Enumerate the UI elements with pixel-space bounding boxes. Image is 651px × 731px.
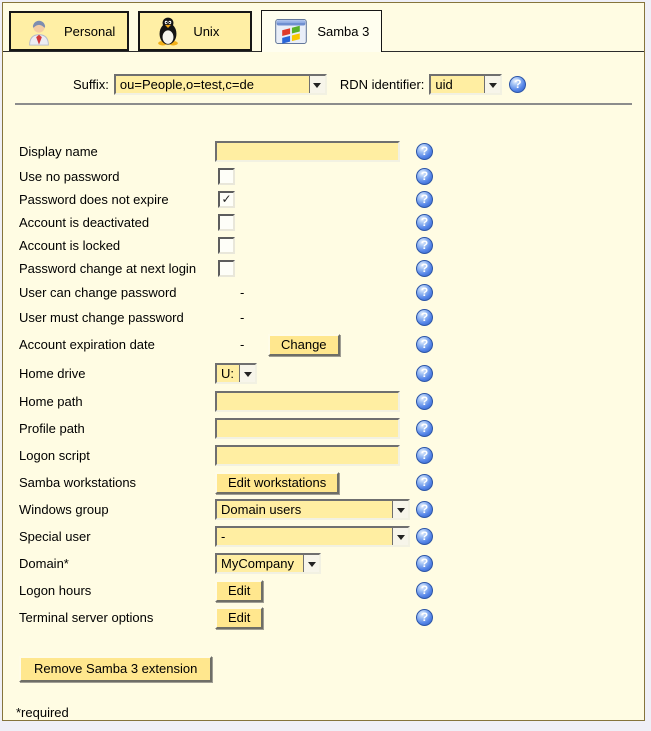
- password-change-at-next-login-checkbox[interactable]: [218, 260, 235, 277]
- dropdown-arrow-icon: [484, 76, 500, 93]
- windows-group-control: [215, 499, 416, 520]
- row-account-is-locked: [3, 234, 644, 257]
- dropdown-arrow-icon: [303, 555, 319, 572]
- account-is-locked-checkbox[interactable]: [218, 237, 235, 254]
- section-divider: [15, 103, 632, 105]
- help-icon[interactable]: [416, 237, 433, 254]
- special-user-control: [215, 526, 416, 547]
- row-profile-path: [3, 415, 644, 442]
- windows-icon: [274, 18, 308, 46]
- row-user-can-change-password: [3, 280, 644, 305]
- tab-label: Personal: [64, 23, 116, 39]
- row-logon-hours: [3, 577, 644, 604]
- row-password-change-at-next-login: [3, 257, 644, 280]
- password-change-at-next-login-label: Password change at next login: [19, 261, 197, 276]
- samba-workstations-button[interactable]: Edit workstations: [215, 472, 339, 494]
- help-icon[interactable]: [416, 528, 433, 545]
- dropdown-arrow-icon: [392, 501, 408, 518]
- help-icon[interactable]: [416, 365, 433, 382]
- person-icon: [23, 15, 55, 47]
- password-change-at-next-login-control: [215, 260, 416, 277]
- samba-settings-form: [3, 138, 644, 631]
- account-is-locked-label: Account is locked: [19, 238, 121, 253]
- dropdown-arrow-icon: [309, 76, 325, 93]
- account-is-deactivated-label: Account is deactivated: [19, 215, 150, 230]
- row-domain: [3, 550, 644, 577]
- user-can-change-password-value: -: [240, 285, 245, 300]
- home-path-input[interactable]: [215, 391, 400, 412]
- home-path-control: [215, 391, 416, 412]
- help-icon[interactable]: [416, 168, 433, 185]
- account-expiration-date-label: Account expiration date: [19, 337, 155, 352]
- home-drive-select-value: U:: [221, 366, 234, 381]
- tab-bar: [3, 3, 644, 52]
- use-no-password-label: Use no password: [19, 169, 120, 184]
- row-password-does-not-expire: [3, 188, 644, 211]
- help-icon[interactable]: [416, 309, 433, 326]
- tab-label: Unix: [193, 23, 220, 39]
- use-no-password-control: [215, 168, 416, 185]
- password-does-not-expire-label: Password does not expire: [19, 192, 169, 207]
- home-drive-control: [215, 363, 416, 384]
- user-must-change-password-value: -: [240, 310, 245, 325]
- tab-samba-3[interactable]: [261, 10, 382, 52]
- row-home-drive: [3, 359, 644, 388]
- account-is-deactivated-checkbox[interactable]: [218, 214, 235, 231]
- suffix-bar: [73, 74, 644, 95]
- help-icon[interactable]: [416, 214, 433, 231]
- user-can-change-password-label: User can change password: [19, 285, 177, 300]
- row-user-must-change-password: [3, 305, 644, 330]
- row-account-is-deactivated: [3, 211, 644, 234]
- help-icon[interactable]: [416, 474, 433, 491]
- help-icon[interactable]: [416, 143, 433, 160]
- row-special-user: [3, 523, 644, 550]
- logon-hours-control: [215, 580, 416, 602]
- profile-path-input[interactable]: [215, 418, 400, 439]
- user-can-change-password-control: [215, 285, 416, 300]
- help-icon[interactable]: [416, 284, 433, 301]
- rdn-select-value: uid: [435, 77, 453, 92]
- domain-label: Domain*: [19, 556, 69, 571]
- terminal-server-options-label: Terminal server options: [19, 610, 154, 625]
- account-is-locked-control: [215, 237, 416, 254]
- home-drive-label: Home drive: [19, 366, 86, 381]
- help-icon[interactable]: [509, 76, 526, 93]
- row-use-no-password: [3, 165, 644, 188]
- special-user-select-value: -: [221, 529, 226, 544]
- row-home-path: [3, 388, 644, 415]
- user-must-change-password-label: User must change password: [19, 310, 184, 325]
- samba-workstations-control: [215, 472, 416, 494]
- tux-icon: [152, 15, 184, 47]
- special-user-label: Special user: [19, 529, 91, 544]
- logon-hours-button[interactable]: Edit: [215, 580, 263, 602]
- dropdown-arrow-icon: [239, 365, 255, 382]
- home-drive-select[interactable]: [215, 363, 257, 384]
- help-icon[interactable]: [416, 447, 433, 464]
- logon-hours-label: Logon hours: [19, 583, 92, 598]
- help-icon[interactable]: [416, 336, 433, 353]
- profile-path-control: [215, 418, 416, 439]
- row-account-expiration-date: [3, 330, 644, 359]
- terminal-server-options-control: [215, 607, 416, 629]
- account-expiration-date-value: -: [240, 337, 245, 352]
- tab-personal[interactable]: [9, 11, 129, 51]
- profile-path-label: Profile path: [19, 421, 85, 436]
- row-logon-script: [3, 442, 644, 469]
- help-icon[interactable]: [416, 609, 433, 626]
- suffix-select-value: ou=People,o=test,c=de: [119, 77, 254, 92]
- special-user-select[interactable]: [215, 526, 410, 547]
- suffix-select[interactable]: [114, 74, 327, 95]
- domain-select[interactable]: [215, 553, 321, 574]
- windows-group-label: Windows group: [19, 502, 109, 517]
- account-expiration-date-button[interactable]: Change: [268, 334, 340, 356]
- domain-select-value: MyCompany: [221, 556, 294, 571]
- rdn-identifier-label: RDN identifier:: [339, 77, 425, 92]
- row-display-name: [3, 138, 644, 165]
- suffix-label: Suffix:: [73, 77, 109, 92]
- help-icon[interactable]: [416, 260, 433, 277]
- user-must-change-password-control: [215, 310, 416, 325]
- remove-extension-row: [19, 656, 644, 682]
- use-no-password-checkbox[interactable]: [218, 168, 235, 185]
- logon-script-control: [215, 445, 416, 466]
- help-icon[interactable]: [416, 555, 433, 572]
- display-name-label: Display name: [19, 144, 98, 159]
- display-name-input[interactable]: [215, 141, 400, 162]
- account-is-deactivated-control: [215, 214, 416, 231]
- tab-unix[interactable]: [138, 11, 252, 51]
- row-windows-group: [3, 496, 644, 523]
- logon-script-label: Logon script: [19, 448, 90, 463]
- samba-workstations-label: Samba workstations: [19, 475, 137, 490]
- account-edit-panel: [2, 2, 645, 721]
- help-icon[interactable]: [416, 393, 433, 410]
- display-name-control: [215, 141, 416, 162]
- help-icon[interactable]: [416, 582, 433, 599]
- password-does-not-expire-checkbox[interactable]: [218, 191, 235, 208]
- row-samba-workstations: [3, 469, 644, 496]
- home-path-label: Home path: [19, 394, 83, 409]
- help-icon[interactable]: [416, 191, 433, 208]
- terminal-server-options-button[interactable]: Edit: [215, 607, 263, 629]
- required-note: *required: [16, 705, 69, 720]
- help-icon[interactable]: [416, 501, 433, 518]
- help-icon[interactable]: [416, 420, 433, 437]
- rdn-identifier-select[interactable]: [429, 74, 502, 95]
- dropdown-arrow-icon: [392, 528, 408, 545]
- remove-samba3-extension-button[interactable]: Remove Samba 3 extension: [19, 656, 212, 682]
- logon-script-input[interactable]: [215, 445, 400, 466]
- windows-group-select[interactable]: [215, 499, 410, 520]
- password-does-not-expire-control: [215, 191, 416, 208]
- tab-label: Samba 3: [317, 24, 370, 39]
- domain-control: [215, 553, 416, 574]
- windows-group-select-value: Domain users: [221, 502, 302, 517]
- row-terminal-server-options: [3, 604, 644, 631]
- account-expiration-date-control: [215, 334, 416, 356]
